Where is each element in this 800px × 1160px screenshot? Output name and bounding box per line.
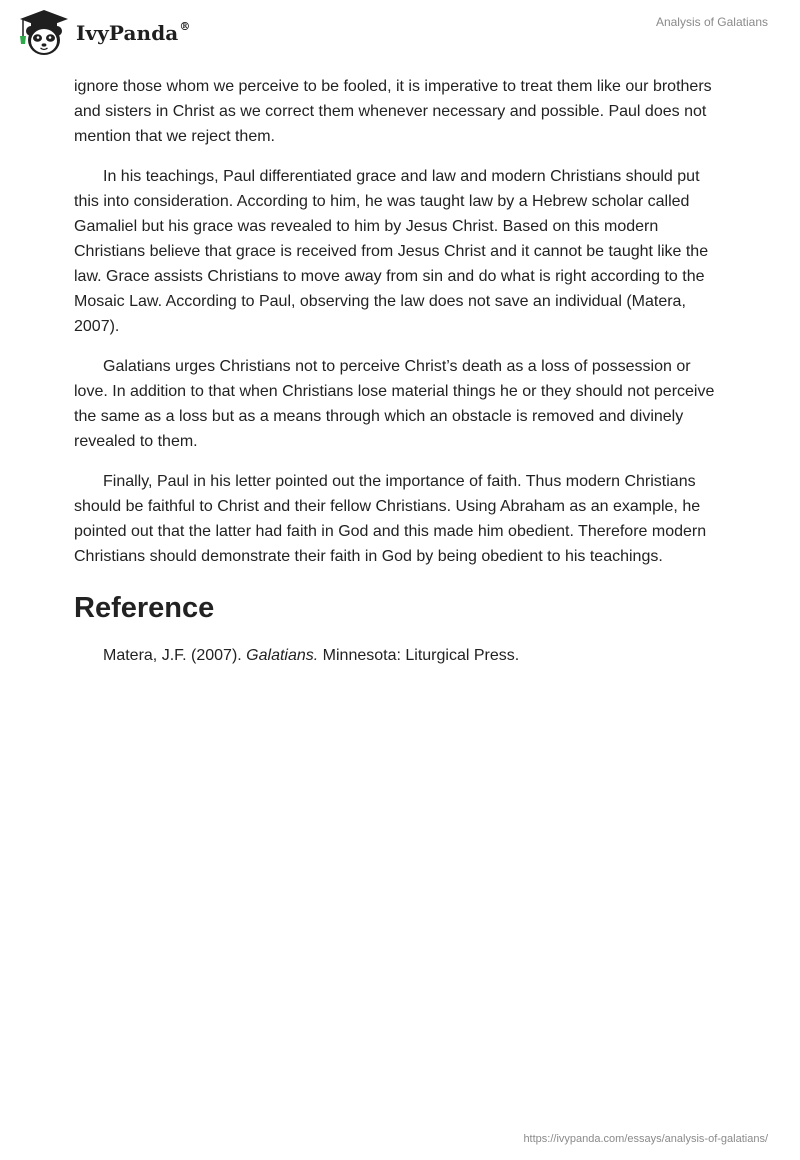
brand-name: IvyPanda® bbox=[76, 20, 191, 45]
paragraph-continued: ignore those whom we perceive to be fooled, it is imperative to treat them like our brothers and sisters in Christ as we correct them whenever necessary and possible. Paul does not mention that we reject them. bbox=[74, 78, 712, 145]
paragraph-christs-death: Galatians urges Christians not to perceive Christ’s death as a loss of possession or love. In addition to that when Christians lose material things he or they should not perceive the same as a loss but as a means through which an obstacle is removed and divinely revealed to them. bbox=[74, 358, 715, 450]
page-header bbox=[0, 0, 800, 70]
reference-author-year: Matera, J.F. (2007). bbox=[103, 647, 242, 664]
ivypanda-logo[interactable] bbox=[14, 8, 190, 58]
reference-heading: Reference bbox=[74, 592, 215, 624]
document-title: Analysis of Galatians bbox=[655, 15, 768, 29]
panda-graduation-cap-icon bbox=[14, 8, 74, 58]
paragraph-faith: Finally, Paul in his letter pointed out the importance of faith. Thus modern Christians should be faithful to Christ and their fellow Christians. Using Abraham as an example, he pointed out that the latter had faith in God and this made him obedient. Therefore modern Christians should demonstrate their faith in God by being obedient to his teachings. bbox=[74, 473, 707, 565]
essay-body bbox=[74, 74, 726, 668]
reference-publisher: Minnesota: Liturgical Press. bbox=[322, 647, 520, 664]
reference-entry bbox=[74, 643, 726, 668]
paragraph-grace-and-law: In his teachings, Paul differentiated grace and law and modern Christians should put this into consideration. According to him, he was taught law by a Hebrew scholar called Gamaliel but his grace was revealed to him by Jesus Christ. Based on this modern Christians believe that grace is received from Jesus Christ and it cannot be taught like the law. Grace assists Christians to move away from sin and do what is right according to the Mosaic Law. According to Paul, observing the law does not save an individual (Matera, 2007). bbox=[74, 168, 709, 335]
source-url[interactable]: https://ivypanda.com/essays/analysis-of-galatians/ bbox=[523, 1133, 768, 1145]
reference-title: Galatians. bbox=[246, 647, 319, 664]
